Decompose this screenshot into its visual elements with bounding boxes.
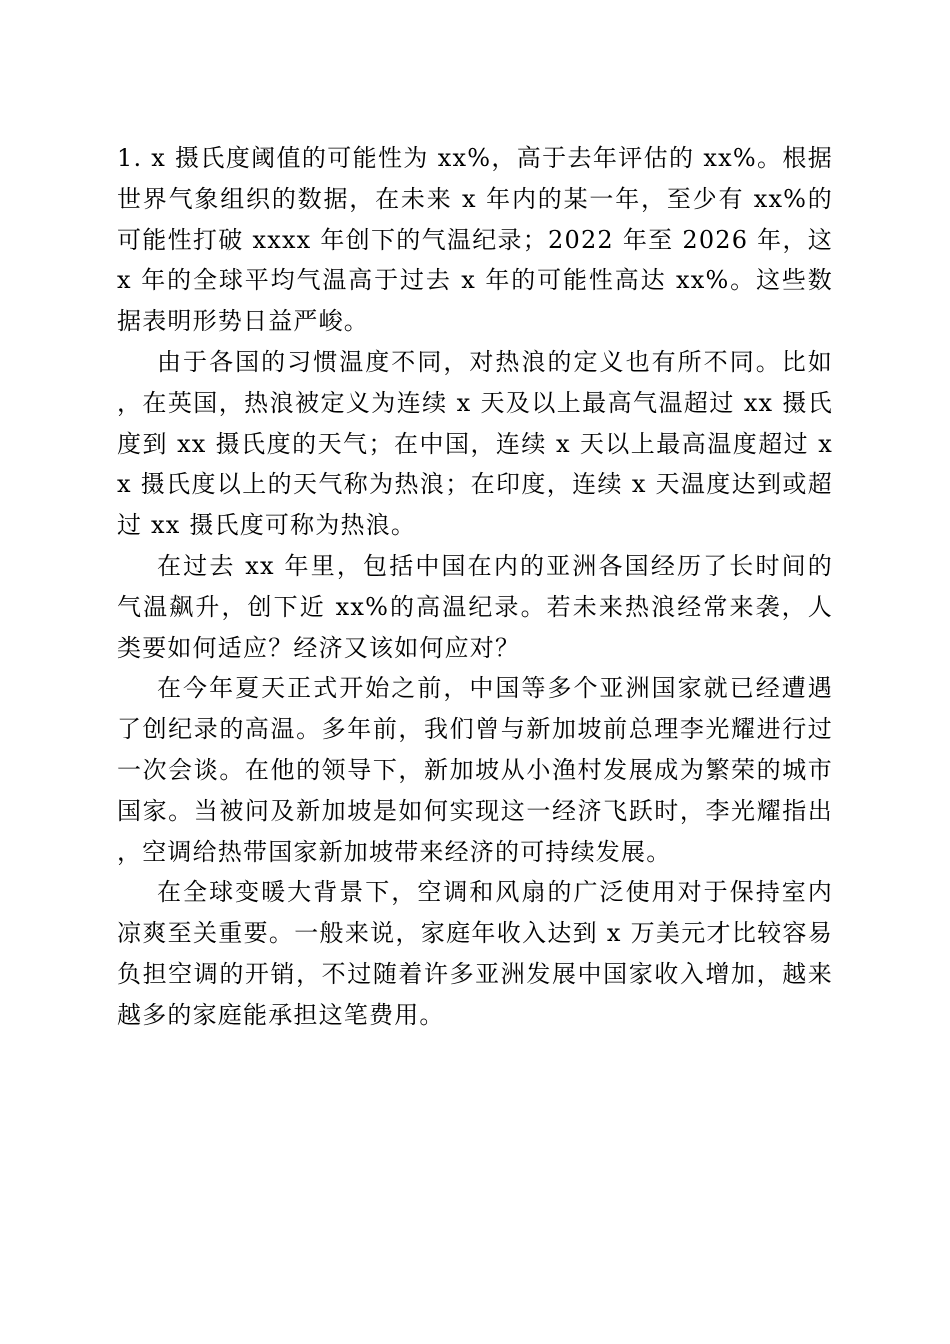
- paragraph-4: 在今年夏天正式开始之前，中国等多个亚洲国家就已经遭遇了创纪录的高温。多年前，我们曾与新加坡前总理李光耀进行过一次会谈。在他的领导下，新加坡从小渔村发展成为繁荣的城市国家。当被问及新加坡是如何实现这一经济飞跃时，李光耀指出，空调给热带国家新加坡带来经济的可持续发展。: [117, 674, 833, 866]
- document-page: [117, 138, 833, 1036]
- paragraph-2: 由于各国的习惯温度不同，对热浪的定义也有所不同。比如，在英国，热浪被定义为连续 x 天及以上最高气温超过 xx 摄氏度到 xx 摄氏度的天气；在中国，连续 x 天以上最高温度超过 xx 摄氏度以上的天气称为热浪；在印度，连续 x 天温度达到或超过 xx 摄氏度可称为热浪。: [117, 347, 833, 540]
- paragraph-1: 1. x 摄氏度阈值的可能性为 xx%，高于去年评估的 xx%。根据世界气象组织的数据，在未来 x 年内的某一年，至少有 xx%的可能性打破 xxxx 年创下的气温纪录；2022 年至 2026 年，这 x 年的全球平均气温高于过去 x 年的可能性高达 xx%。这些数据表明形势日益严峻。: [117, 144, 833, 336]
- paragraph-5: 在全球变暖大背景下，空调和风扇的广泛使用对于保持室内凉爽至关重要。一般来说，家庭年收入达到 x 万美元才比较容易负担空调的开销，不过随着许多亚洲发展中国家收入增加，越来越多的家庭能承担这笔费用。: [117, 878, 833, 1029]
- paragraph-3: 在过去 xx 年里，包括中国在内的亚洲各国经历了长时间的气温飙升，创下近 xx%的高温纪录。若未来热浪经常来袭，人类要如何适应？经济又该如何应对？: [117, 551, 833, 662]
